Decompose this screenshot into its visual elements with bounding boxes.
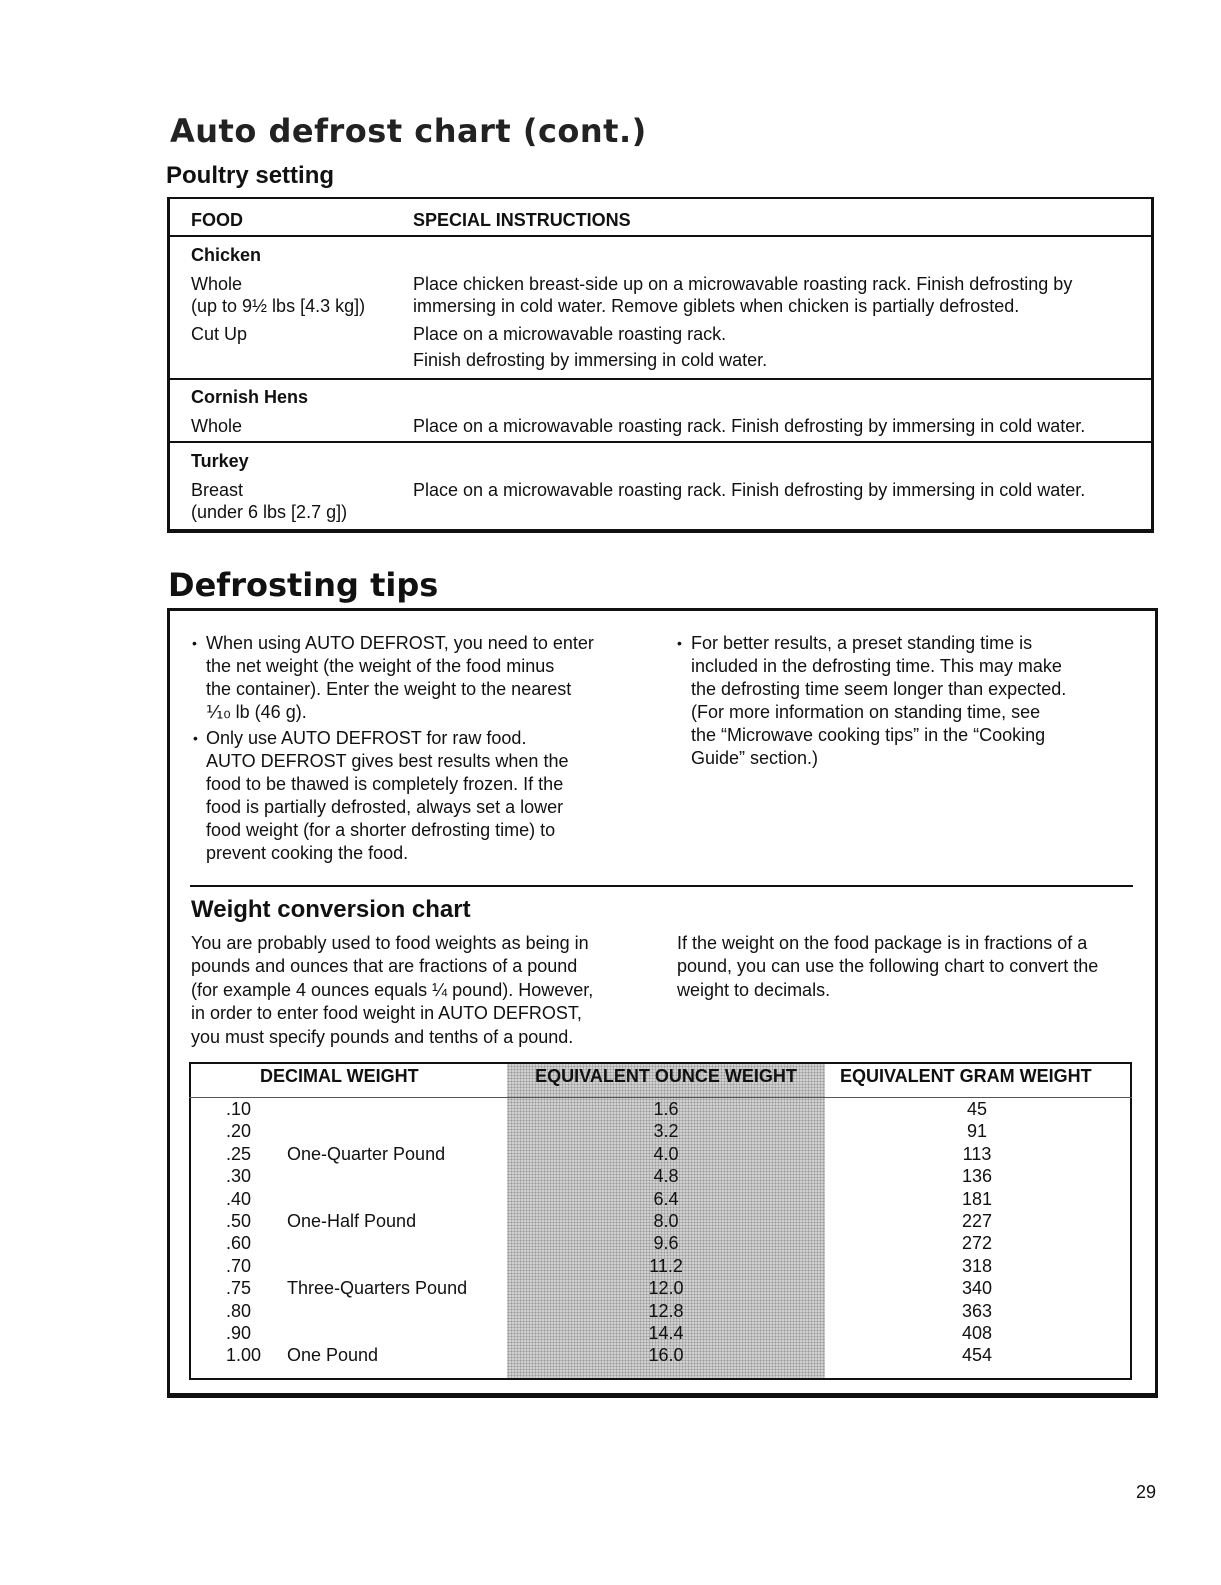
section-subtitle: Poultry setting <box>166 162 335 189</box>
group-divider <box>170 378 1154 380</box>
ounce-cell: 3.2 <box>653 1121 679 1141</box>
poultry-table <box>167 197 1154 533</box>
tip-line: the defrosting time seem longer than expected. <box>691 679 1067 699</box>
intro-line: You are probably used to food weights as being in <box>191 933 589 953</box>
decimal-cell: .50 <box>226 1211 252 1231</box>
intro-line: (for example 4 ounces equals ¼ pound). However, <box>191 980 594 1000</box>
ounce-cell: 4.8 <box>653 1166 679 1186</box>
tip-line: ⅒ lb (46 g). <box>206 702 307 722</box>
label-cell: One-Half Pound <box>287 1211 417 1231</box>
ounce-cell: 4.0 <box>653 1144 679 1164</box>
food-cell: (under 6 lbs [2.7 g]) <box>191 502 348 522</box>
decimal-cell: .90 <box>226 1323 252 1343</box>
tip-line: For better results, a preset standing time is <box>691 633 1033 653</box>
food-cell: Breast <box>191 480 244 500</box>
food-header: FOOD <box>191 210 243 230</box>
gram-cell: 318 <box>961 1256 993 1276</box>
food-cell: (up to 9½ lbs [4.3 kg]) <box>191 296 366 316</box>
decimal-cell: .30 <box>226 1166 252 1186</box>
instruction-cell: immersing in cold water. Remove giblets when chicken is partially defrosted. <box>413 296 1020 316</box>
food-cell: Cut Up <box>191 324 248 344</box>
ounce-cell: 12.8 <box>648 1301 684 1321</box>
instruction-cell: Finish defrosting by immersing in cold water. <box>413 350 768 370</box>
tip-line: When using AUTO DEFROST, you need to enter <box>206 633 594 653</box>
category-cornish-hens: Cornish Hens <box>191 387 309 407</box>
bullet: • <box>193 730 198 746</box>
tip-line: Only use AUTO DEFROST for raw food. <box>206 728 527 748</box>
decimal-cell: .80 <box>226 1301 252 1321</box>
ounce-cell: 6.4 <box>653 1189 679 1209</box>
tip-line: the net weight (the weight of the food minus <box>206 656 555 676</box>
gram-cell: 454 <box>961 1345 993 1365</box>
instruction-cell: Place chicken breast-side up on a microwavable roasting rack. Finish defrosting by <box>413 274 1073 294</box>
gram-cell: 227 <box>961 1211 993 1231</box>
tip-line: food is partially defrosted, always set a lower <box>206 797 564 817</box>
group-divider <box>170 441 1154 443</box>
ounce-weight-header: EQUIVALENT OUNCE WEIGHT <box>535 1066 797 1086</box>
instruction-cell: Place on a microwavable roasting rack. Finish defrosting by immersing in cold water. <box>413 480 1086 500</box>
ounce-cell: 8.0 <box>653 1211 679 1231</box>
tip-line: AUTO DEFROST gives best results when the <box>206 751 569 771</box>
tips-title: Defrosting tips <box>168 566 439 604</box>
decimal-cell: .20 <box>226 1121 252 1141</box>
ounce-cell: 9.6 <box>653 1233 679 1253</box>
decimal-cell: .60 <box>226 1233 252 1253</box>
ounce-cell: 16.0 <box>648 1345 684 1365</box>
tip-line: included in the defrosting time. This may make <box>691 656 1062 676</box>
page-title: Auto defrost chart (cont.) <box>170 112 647 150</box>
gram-cell: 136 <box>961 1166 993 1186</box>
ounce-cell: 1.6 <box>653 1099 679 1119</box>
gram-cell: 363 <box>961 1301 993 1321</box>
label-cell: One Pound <box>287 1345 379 1365</box>
category-chicken: Chicken <box>191 245 262 265</box>
conversion-header-divider <box>189 1097 1132 1098</box>
gram-cell: 91 <box>966 1121 988 1141</box>
tip-line: the container). Enter the weight to the nearest <box>206 679 572 699</box>
page-number: 29 <box>1136 1482 1157 1502</box>
decimal-cell: .75 <box>226 1278 252 1298</box>
tip-line: (For more information on standing time, see <box>691 702 1041 722</box>
bullet: • <box>677 635 682 651</box>
decimal-cell: .40 <box>226 1189 252 1209</box>
decimal-weight-header: DECIMAL WEIGHT <box>260 1066 419 1086</box>
intro-line: If the weight on the food package is in fractions of a <box>677 933 1088 953</box>
instruction-cell: Place on a microwavable roasting rack. Finish defrosting by immersing in cold water. <box>413 416 1086 436</box>
category-turkey: Turkey <box>191 451 249 471</box>
weight-chart-title: Weight conversion chart <box>191 896 471 923</box>
gram-cell: 408 <box>961 1323 993 1343</box>
intro-line: you must specify pounds and tenths of a pound. <box>191 1027 574 1047</box>
ounce-cell: 12.0 <box>648 1278 684 1298</box>
gram-weight-header: EQUIVALENT GRAM WEIGHT <box>840 1066 1092 1086</box>
gram-cell: 45 <box>966 1099 988 1119</box>
intro-line: pounds and ounces that are fractions of a pound <box>191 956 578 976</box>
decimal-cell: .70 <box>226 1256 252 1276</box>
label-cell: One-Quarter Pound <box>287 1144 446 1164</box>
instruction-cell: Place on a microwavable roasting rack. <box>413 324 727 344</box>
intro-line: pound, you can use the following chart to convert the <box>677 956 1099 976</box>
ounce-cell: 14.4 <box>648 1323 684 1343</box>
section-rule <box>190 885 1133 887</box>
intro-line: weight to decimals. <box>677 980 831 1000</box>
bullet: • <box>192 635 197 651</box>
tip-line: Guide” section.) <box>691 748 819 768</box>
food-cell: Whole <box>191 274 243 294</box>
tip-line: food weight (for a shorter defrosting time) to <box>206 820 556 840</box>
decimal-cell: 1.00 <box>226 1345 262 1365</box>
header-divider <box>170 235 1154 237</box>
food-cell: Whole <box>191 416 243 436</box>
tip-line: prevent cooking the food. <box>206 843 409 863</box>
tip-line: food to be thawed is completely frozen. If the <box>206 774 564 794</box>
gram-cell: 340 <box>961 1278 993 1298</box>
label-cell: Three-Quarters Pound <box>287 1278 468 1298</box>
gram-cell: 113 <box>962 1144 992 1164</box>
intro-line: in order to enter food weight in AUTO DEFROST, <box>191 1003 582 1023</box>
decimal-cell: .25 <box>226 1144 252 1164</box>
tip-line: the “Microwave cooking tips” in the “Cooking <box>691 725 1046 745</box>
ounce-cell: 11.2 <box>649 1256 683 1276</box>
decimal-cell: .10 <box>226 1099 252 1119</box>
gram-cell: 272 <box>961 1233 993 1253</box>
gram-cell: 181 <box>961 1189 993 1209</box>
instructions-header: SPECIAL INSTRUCTIONS <box>413 210 631 230</box>
